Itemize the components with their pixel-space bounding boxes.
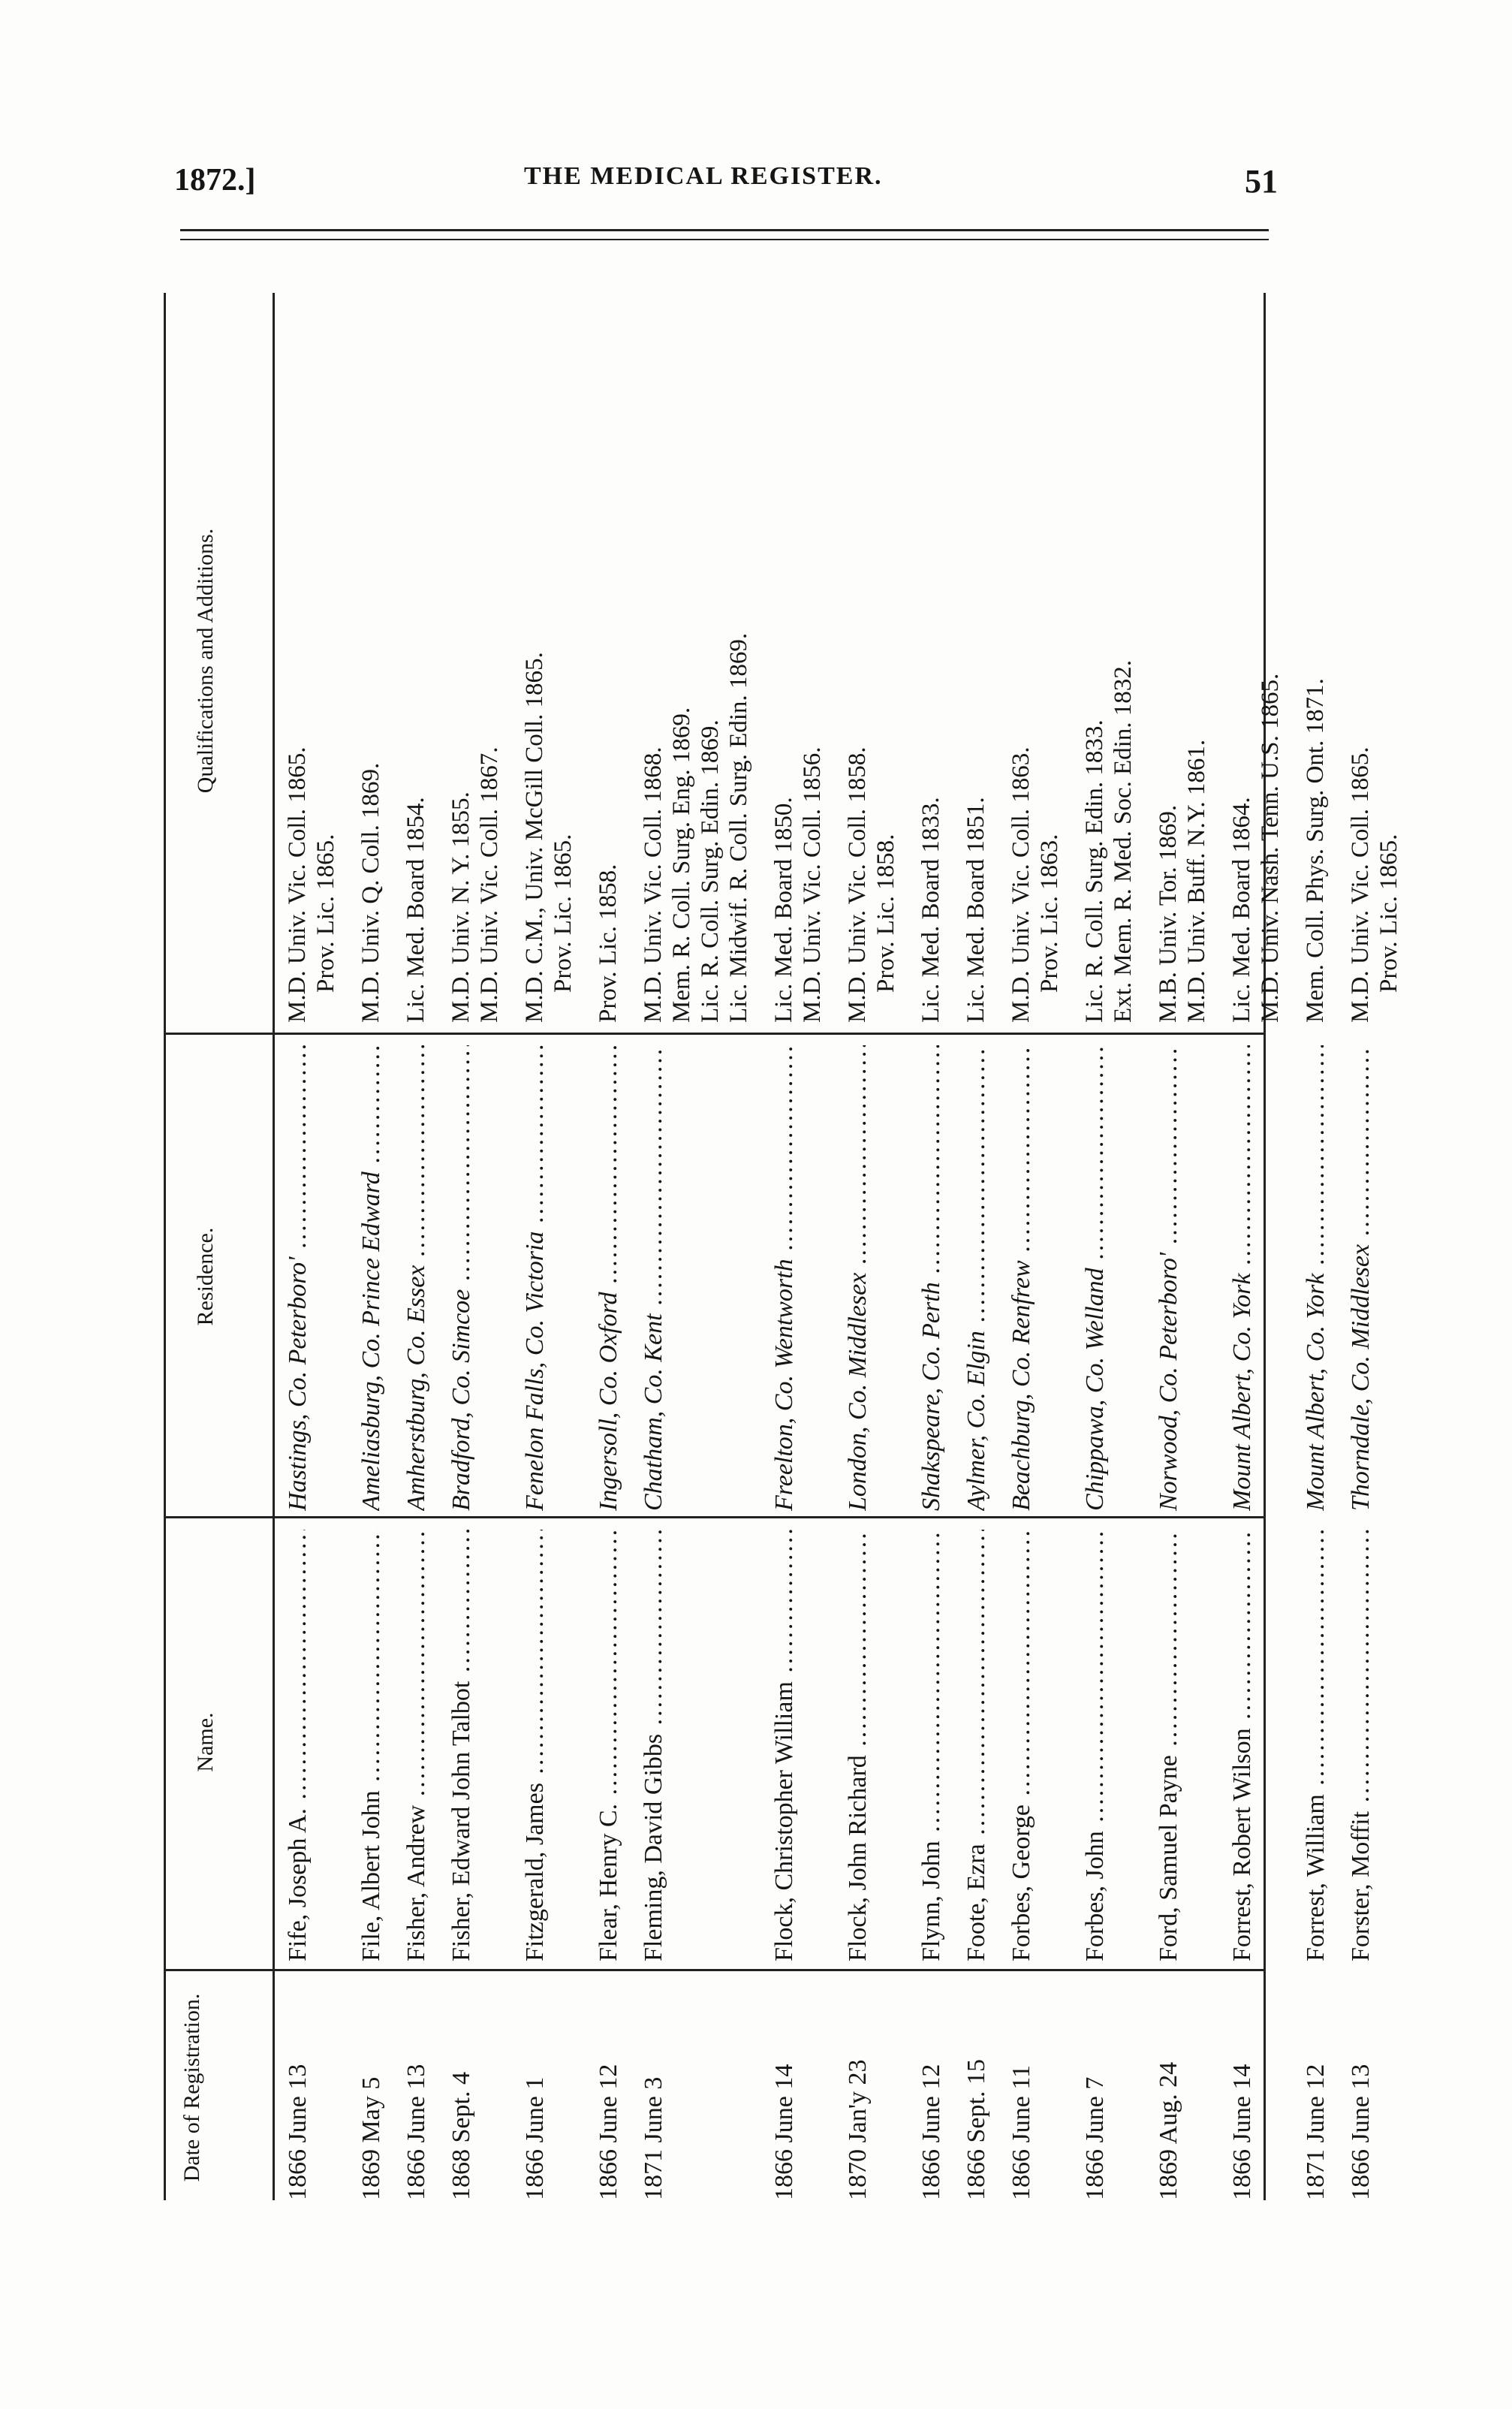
- practitioner-name: Forbes, George .....: [1007, 1530, 1036, 1961]
- registration-date: 1866 June 13: [402, 2064, 430, 2200]
- qualification-line: Ext. Mem. R. Med. Soc. Edin. 1832.: [1110, 659, 1137, 1023]
- qualification-line: Prov. Lic. 1865.: [312, 834, 339, 993]
- qualification-line: M.D. Univ. Buff. N.Y. 1861.: [1183, 739, 1210, 1023]
- practitioner-name: Forbes, John .....: [1081, 1530, 1110, 1961]
- practitioner-name: File, Albert John .....: [357, 1530, 386, 1961]
- qualification-line: Lic. Med. Board 1851.: [962, 797, 989, 1023]
- qualification-line: M.D. Univ. Nash. Tenn. U.S. 1865.: [1257, 673, 1284, 1023]
- residence: Freelton, Co. Wentworth .....: [770, 1045, 799, 1511]
- residence: Shakspeare, Co. Perth .....: [917, 1045, 946, 1511]
- residence: Thorndale, Co. Middlesex .....: [1347, 1045, 1375, 1511]
- registration-date: 1866 June 14: [1228, 2064, 1256, 2200]
- qualification-line: Prov. Lic. 1858.: [595, 864, 622, 1023]
- registration-date: 1866 June 13: [284, 2064, 312, 2200]
- qualification-line: Prov. Lic. 1858.: [872, 834, 899, 993]
- residence: London, Co. Middlesex .....: [844, 1045, 872, 1511]
- residence: Ameliasburg, Co. Prince Edward .....: [357, 1045, 386, 1511]
- residence: Beachburg, Co. Renfrew .....: [1007, 1045, 1036, 1511]
- qualification-line: M.D. Univ. N. Y. 1855.: [447, 791, 474, 1023]
- qualification-line: M.D. Univ. Q. Coll. 1869.: [357, 762, 384, 1023]
- residence: Mount Albert, Co. York .....: [1228, 1045, 1257, 1511]
- qualification-line: Prov. Lic. 1865.: [1375, 834, 1402, 993]
- practitioner-name: Fisher, Edward John Talbot .....: [447, 1530, 476, 1961]
- qualification-line: M.D. C.M., Univ. McGill Coll. 1865.: [521, 652, 548, 1023]
- registration-date: 1866 June 7: [1081, 2076, 1109, 2200]
- practitioner-name: Flear, Henry C. .....: [595, 1530, 623, 1961]
- registration-date: 1871 June 12: [1302, 2064, 1330, 2200]
- registration-date: 1866 June 1: [521, 2076, 549, 2200]
- residence: Amherstburg, Co. Essex .....: [402, 1045, 431, 1511]
- residence: Mount Albert, Co. York .....: [1302, 1045, 1330, 1511]
- residence: Chatham, Co. Kent .....: [640, 1045, 668, 1511]
- header-rule: [180, 229, 1269, 231]
- qualification-line: Prov. Lic. 1865.: [550, 834, 577, 993]
- practitioner-name: Flynn, John .....: [917, 1530, 946, 1961]
- qualification-line: M.D. Univ. Vic. Coll. 1868.: [640, 746, 667, 1023]
- registration-date: 1868 Sept. 4: [447, 2072, 475, 2200]
- registration-date: 1871 June 3: [640, 2076, 667, 2200]
- qualification-line: M.B. Univ. Tor. 1869.: [1155, 804, 1182, 1023]
- qualification-line: Mem. R. Coll. Surg. Eng. 1869.: [668, 707, 695, 1023]
- practitioner-name: Flock, John Richard .....: [844, 1530, 872, 1961]
- practitioner-name: Forster, Moffit .....: [1347, 1530, 1375, 1961]
- column-header-date: Date of Registration.: [179, 1993, 204, 2182]
- practitioner-name: Fisher, Andrew .....: [402, 1530, 431, 1961]
- qualification-line: M.D. Univ. Vic. Coll. 1856.: [799, 746, 826, 1023]
- page-title: THE MEDICAL REGISTER.: [524, 162, 883, 190]
- practitioner-name: Fife, Joseph A. .....: [284, 1530, 312, 1961]
- qualification-line: M.D. Univ. Vic. Coll. 1865.: [284, 746, 311, 1023]
- residence: Fenelon Falls, Co. Victoria .....: [521, 1045, 550, 1511]
- column-divider-3: [164, 1033, 1264, 1035]
- registration-date: 1869 Aug. 24: [1155, 2061, 1182, 2200]
- residence: Hastings, Co. Peterboro' .....: [284, 1045, 312, 1511]
- qualification-line: Lic. Med. Board 1854.: [402, 797, 429, 1023]
- header-rule-2: [180, 239, 1269, 240]
- residence: Ingersoll, Co. Oxford .....: [595, 1045, 623, 1511]
- registration-date: 1869 May 5: [357, 2076, 385, 2200]
- registration-date: 1866 Sept. 15: [962, 2059, 990, 2200]
- header-year: 1872.]: [174, 163, 256, 197]
- qualification-line: M.D. Univ. Vic. Coll. 1867.: [476, 746, 503, 1023]
- table-bottom-rule: [1264, 293, 1266, 2200]
- qualification-line: Lic. Med. Board 1833.: [917, 797, 944, 1023]
- residence: Bradford, Co. Simcoe .....: [447, 1045, 476, 1511]
- registration-date: 1870 Jan'y 23: [844, 2059, 872, 2200]
- registration-date: 1866 June 14: [770, 2064, 798, 2200]
- qualification-line: Prov. Lic. 1863.: [1036, 834, 1063, 993]
- qualification-line: Lic. Midwif. R. Coll. Surg. Edin. 1869.: [725, 632, 752, 1023]
- registration-date: 1866 June 12: [595, 2064, 622, 2200]
- column-header-name: Name.: [193, 1712, 218, 1772]
- column-divider-1: [164, 1969, 1264, 1971]
- residence: Aylmer, Co. Elgin .....: [962, 1045, 991, 1511]
- practitioner-name: Forrest, Robert Wilson .....: [1228, 1530, 1257, 1961]
- qualification-line: M.D. Univ. Vic. Coll. 1865.: [1347, 746, 1374, 1023]
- qualification-line: Lic. R. Coll. Surg. Edin. 1833.: [1081, 719, 1108, 1023]
- practitioner-name: Fitzgerald, James .....: [521, 1530, 550, 1961]
- qualification-line: M.D. Univ. Vic. Coll. 1858.: [844, 746, 871, 1023]
- practitioner-name: Ford, Samuel Payne .....: [1155, 1530, 1183, 1961]
- qualification-line: Lic. R. Coll. Surg. Edin. 1869.: [697, 719, 724, 1023]
- practitioner-name: Fleming, David Gibbs .....: [640, 1530, 668, 1961]
- column-header-qualifications: Qualifications and Additions.: [193, 528, 218, 794]
- table-top-rule: [164, 293, 166, 2200]
- practitioner-name: Forrest, William .....: [1302, 1530, 1330, 1961]
- registration-date: 1866 June 13: [1347, 2064, 1375, 2200]
- qualification-line: Lic. Med. Board 1850.: [770, 797, 797, 1023]
- qualification-line: Mem. Coll. Phys. Surg. Ont. 1871.: [1302, 678, 1329, 1023]
- column-header-residence: Residence.: [193, 1227, 218, 1326]
- practitioner-name: Flock, Christopher William .....: [770, 1530, 799, 1961]
- header-bottom-rule: [273, 293, 275, 2200]
- qualification-line: M.D. Univ. Vic. Coll. 1863.: [1007, 746, 1035, 1023]
- registration-date: 1866 June 11: [1007, 2064, 1035, 2200]
- page-number: 51: [1245, 163, 1278, 200]
- practitioner-name: Foote, Ezra .....: [962, 1530, 991, 1961]
- qualification-line: Lic. Med. Board 1864.: [1228, 797, 1255, 1023]
- column-divider-2: [164, 1516, 1264, 1518]
- residence: Norwood, Co. Peterboro' .....: [1155, 1045, 1183, 1511]
- register-table: [164, 293, 1402, 2200]
- registration-date: 1866 June 12: [917, 2064, 945, 2200]
- residence: Chippawa, Co. Welland .....: [1081, 1045, 1110, 1511]
